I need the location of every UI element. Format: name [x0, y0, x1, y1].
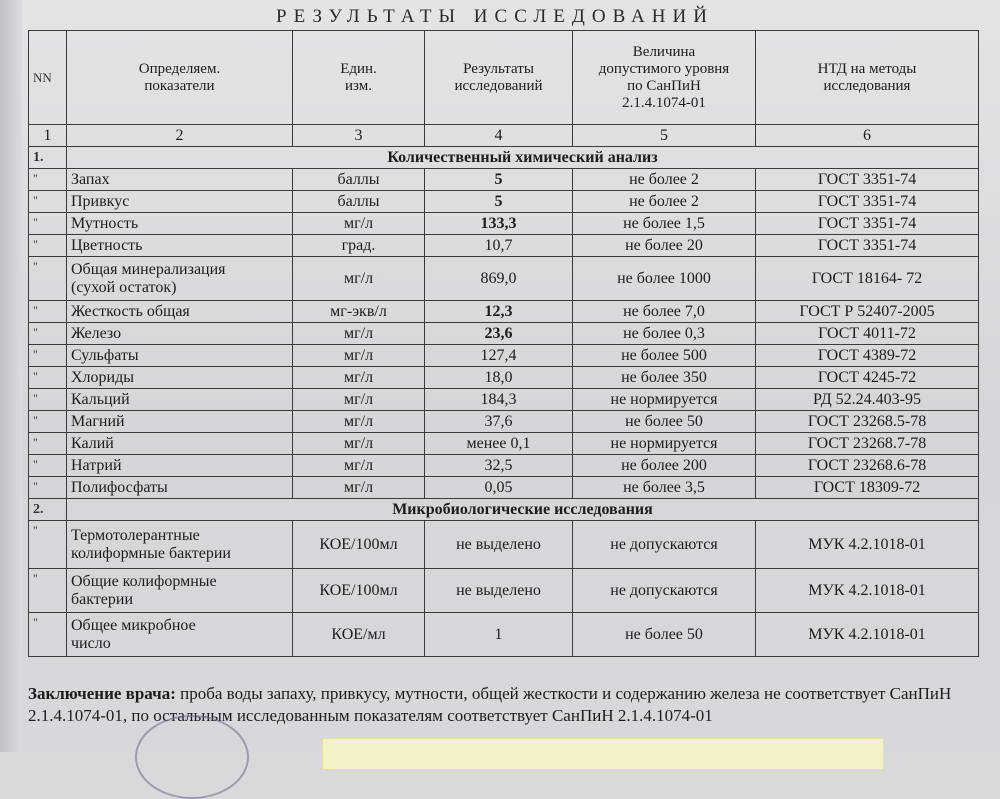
document-title: РЕЗУЛЬТАТЫ ИССЛЕДОВАНИЙ — [276, 6, 714, 27]
result-value: 184,3 — [425, 389, 573, 411]
method-standard: ГОСТ 18164- 72 — [756, 257, 979, 301]
row-number: " — [29, 433, 67, 455]
row-number: " — [29, 191, 67, 213]
row-number: " — [29, 345, 67, 367]
header-unit: Един. изм. — [293, 31, 425, 125]
stamp-mark — [135, 715, 249, 799]
section-row — [29, 499, 979, 521]
table-row — [29, 235, 979, 257]
column-number: 6 — [756, 125, 979, 147]
section-title: Количественный химический анализ — [67, 147, 979, 169]
allowed-limit: не более 2 — [573, 191, 756, 213]
allowed-limit: не более 200 — [573, 455, 756, 477]
allowed-limit: не более 0,3 — [573, 323, 756, 345]
result-value: 5 — [425, 191, 573, 213]
section-row — [29, 147, 979, 169]
parameter-name: Магний — [67, 411, 293, 433]
parameter-name: Общие колиформные бактерии — [67, 569, 293, 613]
allowed-limit: не более 7,0 — [573, 301, 756, 323]
row-number: " — [29, 301, 67, 323]
method-standard: ГОСТ 23268.7-78 — [756, 433, 979, 455]
result-value: 5 — [425, 169, 573, 191]
row-number: " — [29, 521, 67, 569]
parameter-name: Жесткость общая — [67, 301, 293, 323]
row-number: " — [29, 477, 67, 499]
unit: мг/л — [293, 411, 425, 433]
unit: мг/л — [293, 389, 425, 411]
header-nn: NN — [29, 31, 67, 125]
table-row — [29, 613, 979, 657]
unit: баллы — [293, 191, 425, 213]
allowed-limit: не более 1,5 — [573, 213, 756, 235]
table-row — [29, 411, 979, 433]
allowed-limit: не более 50 — [573, 411, 756, 433]
results-table — [28, 30, 979, 657]
result-value: 0,05 — [425, 477, 573, 499]
unit: КОЕ/100мл — [293, 521, 425, 569]
result-value: 10,7 — [425, 235, 573, 257]
result-value: 18,0 — [425, 367, 573, 389]
column-number-row — [29, 125, 979, 147]
header-result: Результаты исследований — [425, 31, 573, 125]
result-value: 23,6 — [425, 323, 573, 345]
allowed-limit: не более 20 — [573, 235, 756, 257]
column-number: 2 — [67, 125, 293, 147]
allowed-limit: не более 50 — [573, 613, 756, 657]
result-value: 127,4 — [425, 345, 573, 367]
unit: мг/л — [293, 455, 425, 477]
table-row — [29, 301, 979, 323]
parameter-name: Привкус — [67, 191, 293, 213]
row-number: " — [29, 411, 67, 433]
parameter-name: Натрий — [67, 455, 293, 477]
allowed-limit: не более 2 — [573, 169, 756, 191]
unit: мг/л — [293, 477, 425, 499]
method-standard: ГОСТ 4389-72 — [756, 345, 979, 367]
unit: мг/л — [293, 345, 425, 367]
row-number: " — [29, 257, 67, 301]
row-number: " — [29, 169, 67, 191]
row-number: " — [29, 455, 67, 477]
sticker-note — [322, 738, 884, 770]
method-standard: ГОСТ 4245-72 — [756, 367, 979, 389]
method-standard: ГОСТ 23268.5-78 — [756, 411, 979, 433]
parameter-name: Хлориды — [67, 367, 293, 389]
column-number: 3 — [293, 125, 425, 147]
result-value: 869,0 — [425, 257, 573, 301]
parameter-name: Общая минерализация (сухой остаток) — [67, 257, 293, 301]
parameter-name: Цветность — [67, 235, 293, 257]
header-row — [29, 31, 979, 125]
result-value: 1 — [425, 613, 573, 657]
unit: КОЕ/мл — [293, 613, 425, 657]
result-value: 37,6 — [425, 411, 573, 433]
table-row — [29, 213, 979, 235]
parameter-name: Запах — [67, 169, 293, 191]
parameter-name: Калий — [67, 433, 293, 455]
table-row — [29, 257, 979, 301]
row-number: " — [29, 569, 67, 613]
result-value: менее 0,1 — [425, 433, 573, 455]
method-standard: МУК 4.2.1018-01 — [756, 521, 979, 569]
unit: баллы — [293, 169, 425, 191]
unit: мг/л — [293, 213, 425, 235]
column-number: 1 — [29, 125, 67, 147]
method-standard: ГОСТ 3351-74 — [756, 169, 979, 191]
row-number: " — [29, 613, 67, 657]
table-row — [29, 169, 979, 191]
method-standard: МУК 4.2.1018-01 — [756, 613, 979, 657]
unit: мг/л — [293, 433, 425, 455]
header-parameter: Определяем. показатели — [67, 31, 293, 125]
table-row — [29, 433, 979, 455]
allowed-limit: не более 3,5 — [573, 477, 756, 499]
parameter-name: Полифосфаты — [67, 477, 293, 499]
result-value: не выделено — [425, 521, 573, 569]
table-row — [29, 191, 979, 213]
method-standard: ГОСТ Р 52407-2005 — [756, 301, 979, 323]
header-method: НТД на методы исследования — [756, 31, 979, 125]
conclusion-text: проба воды запаху, привкусу, мутности, общей жесткости и содержанию железа не соответствует СанПиН 2.1.4.1074-01, по остальным исследованным показателям соответствует СанПиН 2.1.4.1074-01 — [28, 684, 952, 725]
row-number: " — [29, 367, 67, 389]
parameter-name: Сульфаты — [67, 345, 293, 367]
method-standard: ГОСТ 3351-74 — [756, 191, 979, 213]
table-row — [29, 323, 979, 345]
allowed-limit: не более 500 — [573, 345, 756, 367]
header-limit: Величина допустимого уровня по СанПиН 2.1.4.1074-01 — [573, 31, 756, 125]
table-row — [29, 521, 979, 569]
section-title: Микробиологические исследования — [67, 499, 979, 521]
parameter-name: Кальций — [67, 389, 293, 411]
unit: КОЕ/100мл — [293, 569, 425, 613]
column-number: 5 — [573, 125, 756, 147]
unit: град. — [293, 235, 425, 257]
paper-edge — [0, 0, 22, 752]
allowed-limit: не нормируется — [573, 433, 756, 455]
table-row — [29, 477, 979, 499]
result-value: не выделено — [425, 569, 573, 613]
unit: мг/л — [293, 367, 425, 389]
method-standard: ГОСТ 4011-72 — [756, 323, 979, 345]
result-value: 12,3 — [425, 301, 573, 323]
section-number: 2. — [29, 499, 67, 521]
column-number: 4 — [425, 125, 573, 147]
parameter-name: Мутность — [67, 213, 293, 235]
method-standard: РД 52.24.403-95 — [756, 389, 979, 411]
result-value: 32,5 — [425, 455, 573, 477]
method-standard: МУК 4.2.1018-01 — [756, 569, 979, 613]
row-number: " — [29, 323, 67, 345]
unit: мг/л — [293, 323, 425, 345]
parameter-name: Термотолерантные колиформные бактерии — [67, 521, 293, 569]
allowed-limit: не нормируется — [573, 389, 756, 411]
section-number: 1. — [29, 147, 67, 169]
method-standard: ГОСТ 3351-74 — [756, 213, 979, 235]
allowed-limit: не более 350 — [573, 367, 756, 389]
table-row — [29, 569, 979, 613]
row-number: " — [29, 389, 67, 411]
row-number: " — [29, 213, 67, 235]
parameter-name: Железо — [67, 323, 293, 345]
result-value: 133,3 — [425, 213, 573, 235]
table-row — [29, 367, 979, 389]
unit: мг-экв/л — [293, 301, 425, 323]
method-standard: ГОСТ 3351-74 — [756, 235, 979, 257]
allowed-limit: не допускаются — [573, 521, 756, 569]
table-row — [29, 455, 979, 477]
method-standard: ГОСТ 23268.6-78 — [756, 455, 979, 477]
conclusion-label: Заключение врача: — [28, 684, 176, 703]
table-row — [29, 389, 979, 411]
method-standard: ГОСТ 18309-72 — [756, 477, 979, 499]
row-number: " — [29, 235, 67, 257]
allowed-limit: не более 1000 — [573, 257, 756, 301]
unit: мг/л — [293, 257, 425, 301]
parameter-name: Общее микробное число — [67, 613, 293, 657]
table-row — [29, 345, 979, 367]
allowed-limit: не допускаются — [573, 569, 756, 613]
